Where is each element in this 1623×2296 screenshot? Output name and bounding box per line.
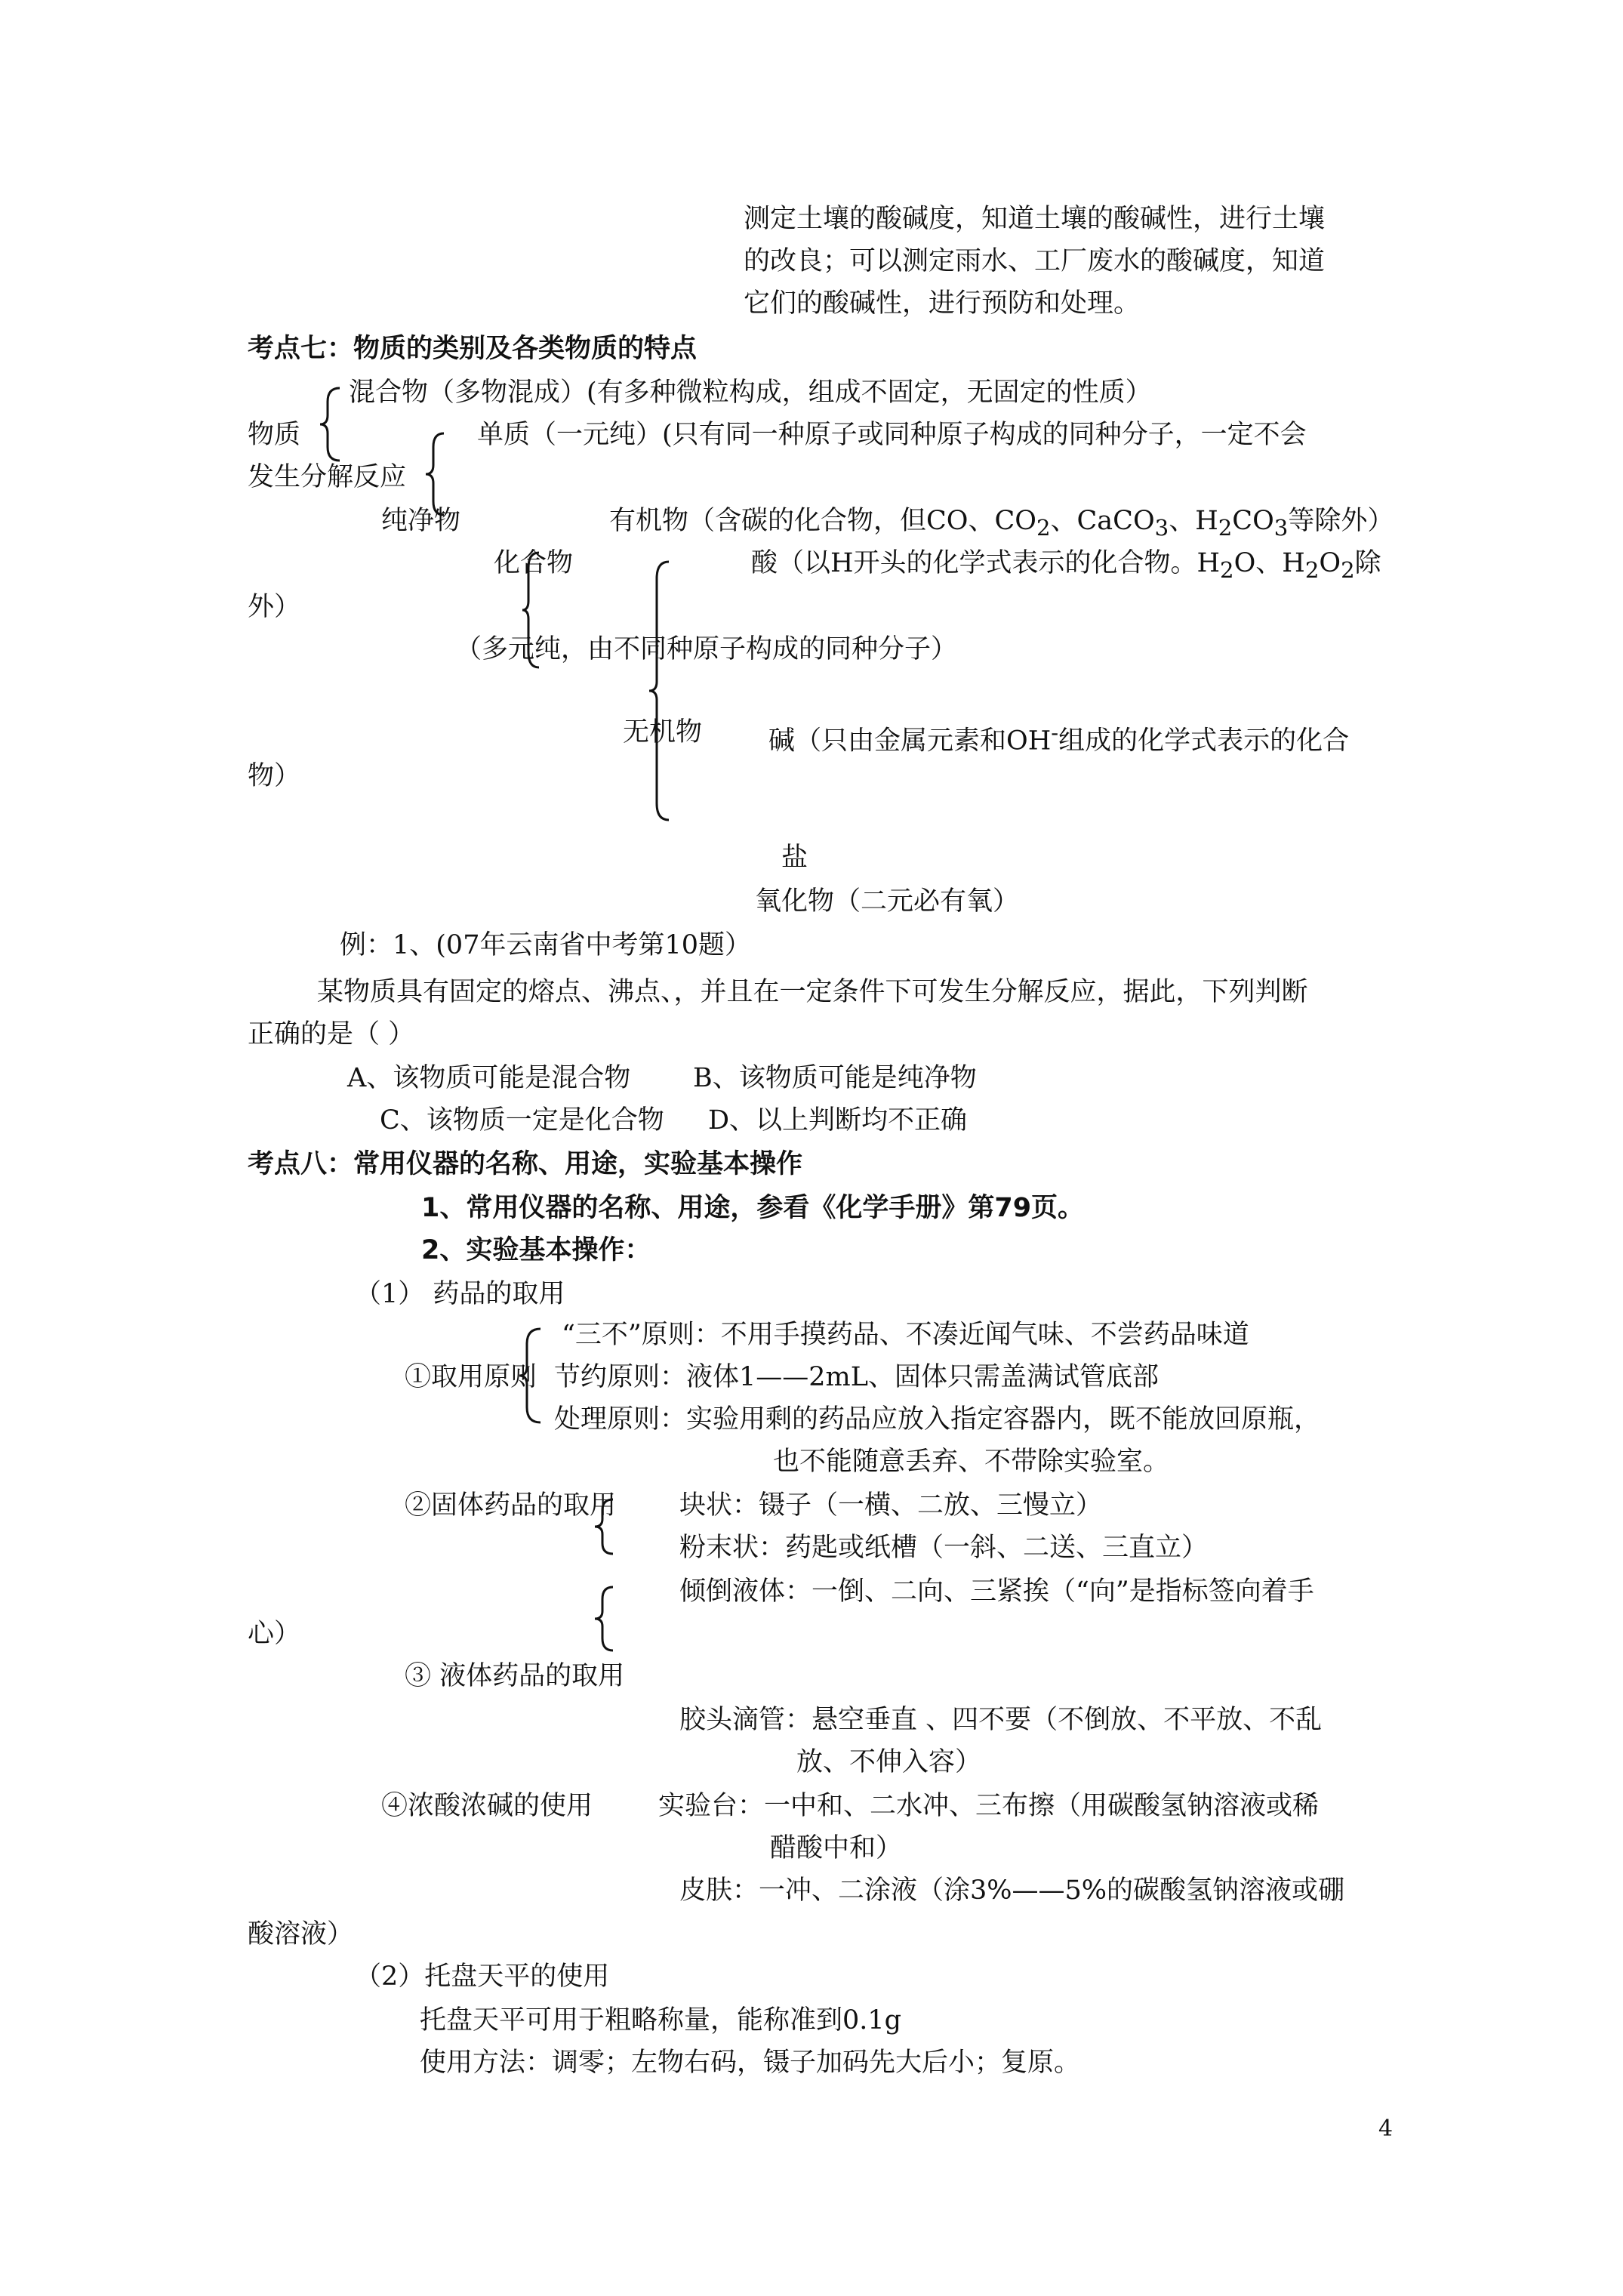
- example-question-continued: 正确的是（ ）: [248, 1019, 415, 1049]
- sub-heading-1: （1） 药品的取用: [355, 1279, 565, 1309]
- rule-economy: 节约原则：液体1——2mL、固体只需盖满试管底部: [554, 1362, 1159, 1392]
- rule-three-no: “三不”原则：不用手摸药品、不凑近闻气味、不尝药品味道: [562, 1320, 1249, 1350]
- balance-precision: 托盘天平可用于粗略称量，能称准到0.1g: [420, 2005, 902, 2036]
- oxide-line: 氧化物（二元必有氧）: [755, 886, 1020, 917]
- option-b: B、该物质可能是纯净物: [693, 1063, 977, 1093]
- liquid-dropper-continued: 放、不伸入容）: [796, 1747, 982, 1777]
- liquid-dropper: 胶头滴管：悬空垂直 、四不要（不倒放、不平放、不乱: [679, 1705, 1323, 1735]
- rule-label: ①取用原则: [405, 1362, 537, 1392]
- organic-line: 有机物（含碳的化合物，但CO、$CO_2$、CaCO$_3$、$H_2CO_3$等除外）: [609, 506, 1394, 541]
- liquid-label: ③ 液体药品的取用: [405, 1661, 625, 1691]
- brace-solid: [592, 1496, 619, 1557]
- inorganic-label: 无机物: [623, 717, 703, 747]
- acid-skin-continued: 酸溶液）: [248, 1919, 354, 1949]
- solid-powder: 粉末状：药匙或纸槽（一斜、二送、三直立）: [679, 1533, 1209, 1563]
- compound-note: （多元纯，由不同种原子构成的同种分子）: [455, 634, 958, 664]
- mixture-line: 混合物（多物混成）(有多种微粒构成，组成不固定，无固定的性质）: [349, 378, 1152, 408]
- example-label: 例：1、(07年云南省中考第10题）: [340, 930, 751, 960]
- brace-compound: [519, 550, 544, 670]
- acid-continued: 外）: [248, 592, 301, 622]
- brace-inorganic: [646, 559, 673, 823]
- salt-label: 盐: [781, 843, 808, 873]
- rule-disposal: 处理原则：实验用剩的药品应放入指定容器内，既不能放回原瓶，: [554, 1404, 1321, 1435]
- example-question: 某物质具有固定的熔点、沸点、，并且在一定条件下可发生分解反应，据此，下列判断: [317, 977, 1308, 1007]
- option-c: C、该物质一定是化合物: [380, 1105, 664, 1136]
- pure-substance-label: 纯净物: [381, 506, 461, 536]
- paragraph-line: 测定土壤的酸碱度，知道土壤的酸碱性，进行土壤: [744, 204, 1326, 234]
- acid-bench-continued: 醋酸中和）: [770, 1833, 903, 1863]
- section-heading-8: 考点八：常用仪器的名称、用途，实验基本操作: [248, 1149, 803, 1179]
- matter-label: 物质: [248, 420, 301, 450]
- acid-skin: 皮肤：一冲、二涂液（涂3%——5%的碳酸氢钠溶液或硼: [679, 1875, 1345, 1906]
- base-continued: 物）: [248, 761, 301, 791]
- brace-matter: [317, 385, 347, 464]
- compound-label: 化合物: [494, 548, 574, 578]
- page-number: 4: [1378, 2116, 1394, 2142]
- element-substance-continued: 发生分解反应: [248, 462, 407, 492]
- element-substance-line: 单质（一元纯）(只有同一种原子或同种原子构成的同种分子，一定不会: [477, 420, 1307, 450]
- item-1: 1、常用仪器的名称、用途，参看《化学手册》第79页。: [421, 1193, 1085, 1223]
- acid-bench: 实验台：一中和、二水冲、三布擦（用碳酸氢钠溶液或稀: [658, 1791, 1320, 1821]
- section-heading-7: 考点七：物质的类别及各类物质的特点: [248, 334, 698, 364]
- base-line: 碱（只由金属元素和OH-组成的化学式表示的化合: [768, 720, 1350, 757]
- option-d: D、以上判断均不正确: [708, 1105, 968, 1136]
- rule-disposal-continued: 也不能随意丢弃、不带除实验室。: [773, 1447, 1170, 1477]
- liquid-pour: 倾倒液体：一倒、二向、三紧挨（“向”是指标签向着手: [679, 1576, 1314, 1607]
- item-2: 2、实验基本操作：: [421, 1235, 651, 1265]
- brace-liquid: [592, 1584, 619, 1653]
- sub-heading-2: （2）托盘天平的使用: [355, 1962, 610, 1992]
- solid-label: ②固体药品的取用: [405, 1490, 617, 1521]
- acid-line: 酸（以H开头的化学式表示的化合物。$H_2O$、$H_2O_2$除: [751, 548, 1381, 583]
- option-a: A、该物质可能是混合物: [347, 1063, 631, 1093]
- liquid-pour-continued: 心）: [248, 1619, 301, 1649]
- solid-block: 块状：镊子（一横、二放、三慢立）: [679, 1490, 1103, 1521]
- brace-rules: [516, 1326, 547, 1425]
- acid-base-label: ④浓酸浓碱的使用: [381, 1791, 593, 1821]
- paragraph-line: 的改良；可以测定雨水、工厂废水的酸碱度，知道: [744, 246, 1326, 276]
- paragraph-line: 它们的酸碱性，进行预防和处理。: [744, 288, 1141, 319]
- balance-method: 使用方法：调零；左物右码，镊子加码先大后小；复原。: [420, 2048, 1081, 2078]
- brace-pure: [423, 430, 450, 518]
